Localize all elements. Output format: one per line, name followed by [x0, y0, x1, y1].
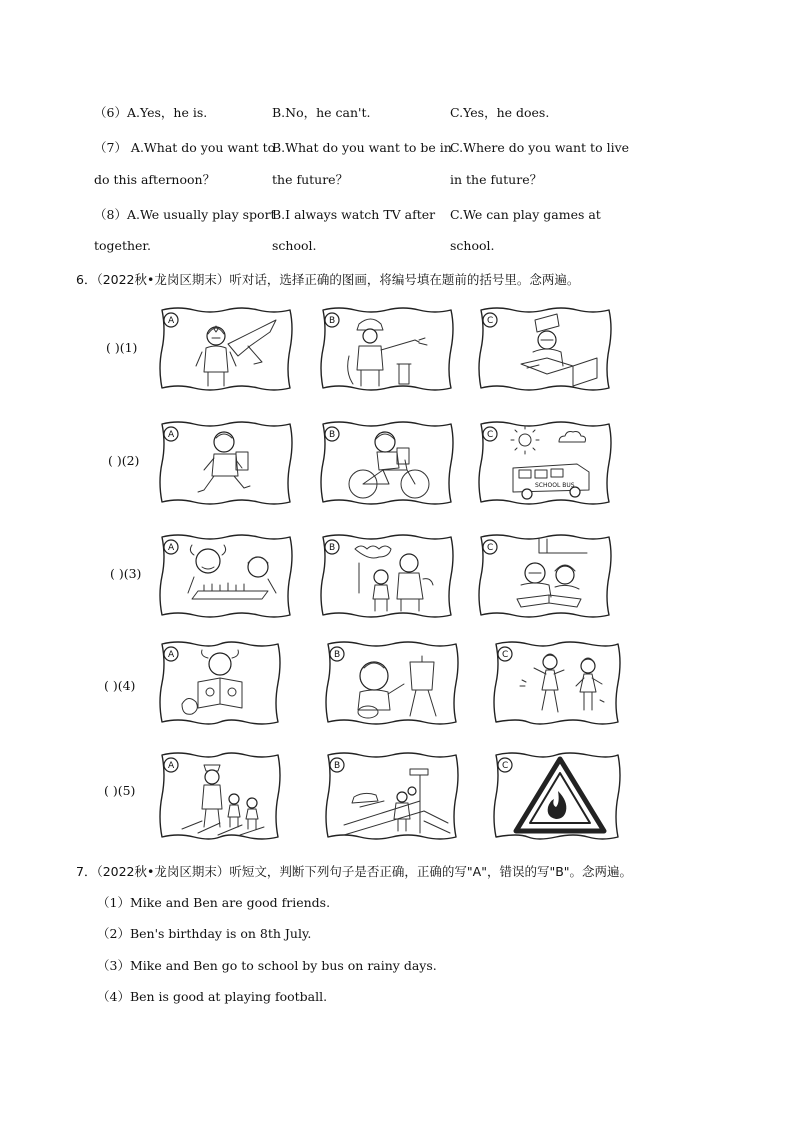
- q5-option-8b-line2: school.: [272, 238, 317, 253]
- q6-1-picture-c-doctor: [477, 306, 613, 392]
- q6-5-picture-b-street: [324, 751, 460, 841]
- q5-option-7c-line2: in the future？: [450, 172, 543, 187]
- q6-row-1-answer[interactable]: ( )(1): [106, 340, 138, 355]
- q7-item-3: （3）Mike and Ben go to school by bus on rainy days.: [97, 958, 437, 973]
- q6-3-picture-c-reading: [477, 533, 613, 619]
- q6-2-picture-b-cycling-boy: [319, 420, 455, 506]
- q5-option-8c-line1: C.We can play games at: [450, 207, 601, 222]
- letter-c: C: [487, 316, 494, 326]
- letter-b: B: [329, 430, 336, 440]
- school-bus-label: SCHOOL BUS: [535, 482, 575, 489]
- q7-item-1: （1）Mike and Ben are good friends.: [97, 895, 331, 910]
- q5-option-7b-line2: the future？: [272, 172, 349, 187]
- letter-c: C: [502, 761, 509, 771]
- q5-option-6c: C.Yes，he does.: [450, 105, 550, 120]
- q5-option-8c-line2: school.: [450, 238, 495, 253]
- q6-row-4-answer[interactable]: ( )(4): [104, 678, 136, 693]
- letter-a: A: [168, 543, 175, 553]
- q7-title: 7．（2022秋•龙岗区期末）听短文，判断下列句子是否正确，正确的写"A"，错误的写"B"。念两遍。: [76, 864, 633, 879]
- letter-b: B: [329, 316, 336, 326]
- letter-a: A: [168, 650, 175, 660]
- letter-a: A: [168, 430, 175, 440]
- q6-2-picture-c-school-bus: [477, 420, 613, 506]
- q6-4-picture-b-painting: [324, 640, 460, 726]
- q6-1-picture-a-pilot: [158, 306, 294, 392]
- q5-option-8b-line1: B.I always watch TV after: [272, 207, 436, 222]
- q6-row-2-answer[interactable]: ( )(2): [108, 453, 140, 468]
- letter-c: C: [487, 430, 494, 440]
- q6-1-picture-b-firefighter: [319, 306, 455, 392]
- q5-option-7a-line1: （7） A.What do you want to: [94, 140, 276, 155]
- q5-option-6a: （6）A.Yes，he is.: [94, 105, 208, 120]
- q5-option-7c-line1: C.Where do you want to live: [450, 140, 630, 155]
- q6-5-picture-a-police-crossing: [158, 751, 282, 841]
- q6-row-3-answer[interactable]: ( )(3): [110, 566, 142, 581]
- q6-3-picture-a-playing-chess: [158, 533, 294, 619]
- q6-row-5-answer[interactable]: ( )(5): [104, 783, 136, 798]
- letter-b: B: [334, 650, 341, 660]
- letter-c: C: [487, 543, 494, 553]
- letter-a: A: [168, 761, 175, 771]
- q5-option-7a-line2: do this afternoon？: [94, 172, 216, 187]
- letter-b: B: [329, 543, 336, 553]
- letter-c: C: [502, 650, 509, 660]
- q7-item-2: （2）Ben's birthday is on 8th July.: [97, 926, 312, 941]
- q5-option-8a-line2: together.: [94, 238, 151, 253]
- q6-4-picture-a-girl-reading: [158, 640, 282, 726]
- q6-5-picture-c-fire-sign: [492, 751, 622, 841]
- q6-4-picture-c-dancing: [492, 640, 622, 726]
- q7-item-4: （4）Ben is good at playing football.: [97, 989, 328, 1004]
- q6-2-picture-a-walking-boy: [158, 420, 294, 506]
- q6-3-picture-b-picking-flowers: [319, 533, 455, 619]
- q5-option-7b-line1: B.What do you want to be in: [272, 140, 452, 155]
- q5-option-8a-line1: （8）A.We usually play sport: [94, 207, 276, 222]
- q5-option-6b: B.No，he can't.: [272, 105, 371, 120]
- letter-b: B: [334, 761, 341, 771]
- letter-a: A: [168, 316, 175, 326]
- q6-title: 6．（2022秋•龙岗区期末）听对话，选择正确的图画，将编号填在题前的括号里。念两遍。: [76, 272, 580, 287]
